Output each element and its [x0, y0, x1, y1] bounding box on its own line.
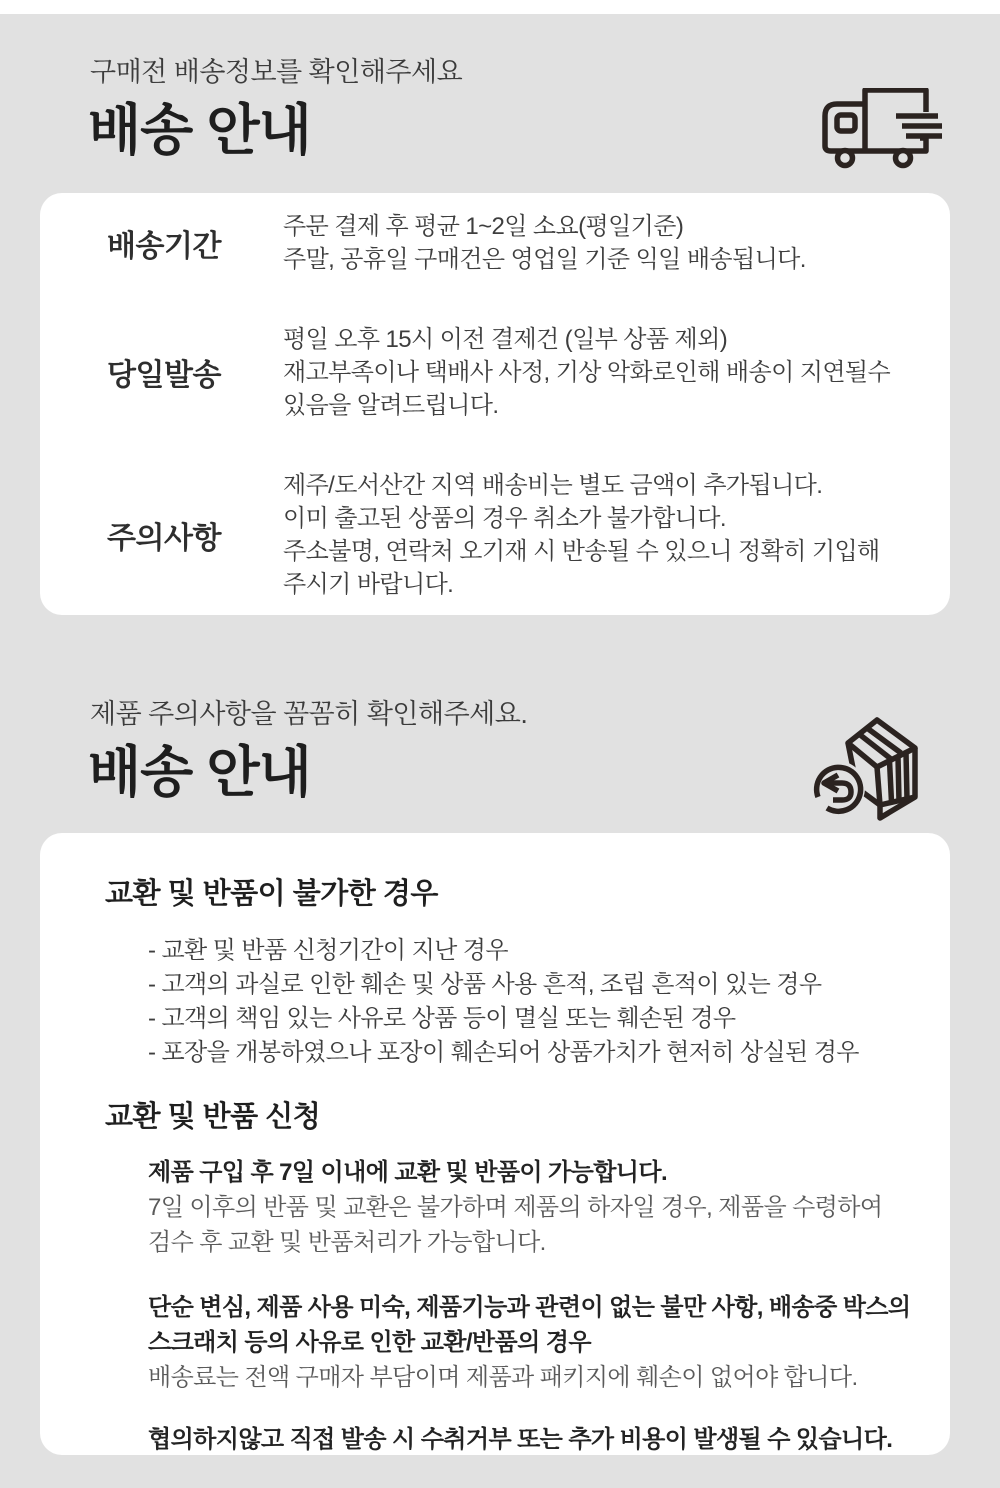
returns-cost-paragraph [148, 1290, 911, 1395]
returns-disallowed-list [148, 934, 905, 1070]
row-label: 당일발송 [107, 359, 221, 392]
row-line: 주시기 바랍니다. [283, 570, 454, 598]
paragraph-line: 배송료는 전액 구매자 부담이며 제품과 패키지에 훼손이 없어야 합니다. [148, 1364, 858, 1391]
row-line: 평일 오후 15시 이전 결제건 (일부 상품 제외) [283, 325, 728, 353]
paragraph-bold-line: 제품 구입 후 7일 이내에 교환 및 반품이 가능합니다. [148, 1159, 668, 1186]
paragraph-bold-line: 협의하지않고 직접 발송 시 수취거부 또는 추가 비용이 발생될 수 있습니다. [148, 1426, 893, 1453]
row-description [283, 210, 910, 276]
paragraph-bold-line: 단순 변심, 제품 사용 미숙, 제품기능과 관련이 없는 불만 사항, 배송중 박스의 [148, 1294, 911, 1321]
row-label: 배송기간 [107, 229, 221, 263]
package-return-icon [805, 705, 950, 835]
truck-delivery-icon [822, 88, 942, 170]
returns-warning-paragraph [148, 1422, 905, 1457]
row-line: 재고부족이나 택배사 사정, 기상 악화로인해 배송이 지연될수 [283, 358, 891, 386]
list-item: - 고객의 과실로 인한 훼손 및 상품 사용 흔적, 조립 흔적이 있는 경우 [148, 971, 822, 998]
row-line: 이미 출고된 상품의 경우 취소가 불가합니다. [283, 504, 726, 532]
list-item: - 포장을 개봉하였으나 포장이 훼손되어 상품가치가 현저히 상실된 경우 [148, 1039, 859, 1066]
returns-request-heading: 교환 및 반품 신청 [105, 1101, 321, 1133]
shipping-info-page [0, 14, 1000, 1488]
shipping-row-caution [107, 469, 910, 601]
row-label: 주의사항 [107, 521, 221, 555]
returns-disallowed-heading: 교환 및 반품이 불가한 경우 [105, 878, 438, 910]
returns-request-paragraph [148, 1155, 905, 1260]
row-description [283, 469, 910, 601]
list-item: - 교환 및 반품 신청기간이 지난 경우 [148, 937, 508, 964]
row-line: 주소불명, 연락처 오기재 시 반송될 수 있으니 정확히 기입해 [283, 537, 880, 565]
row-line: 있음을 알려드립니다. [283, 391, 499, 419]
row-line: 제주/도서산간 지역 배송비는 별도 금액이 추가됩니다. [283, 471, 823, 499]
top-white-strip [0, 0, 1000, 14]
shipping-section-subtitle: 구매전 배송정보를 확인해주세요 [90, 57, 463, 87]
paragraph-line: 7일 이후의 반품 및 교환은 불가하며 제품의 하자일 경우, 제품을 수령하여 [148, 1194, 883, 1221]
returns-section-title: 배송 안내 [88, 741, 311, 803]
row-line: 주말, 공휴일 구매건은 영업일 기준 익일 배송됩니다. [283, 245, 806, 273]
row-description [283, 323, 910, 422]
list-item: - 고객의 책임 있는 사유로 상품 등이 멸실 또는 훼손된 경우 [148, 1005, 736, 1032]
shipping-row-same-day [107, 323, 910, 422]
paragraph-line: 검수 후 교환 및 반품처리가 가능합니다. [148, 1229, 546, 1256]
shipping-row-delivery-period [107, 210, 910, 276]
row-line: 주문 결제 후 평균 1~2일 소요(평일기준) [283, 212, 684, 240]
shipping-info-card [40, 193, 950, 615]
returns-info-card [40, 833, 950, 1455]
returns-section-subtitle: 제품 주의사항을 꼼꼼히 확인해주세요. [90, 699, 528, 729]
paragraph-bold-line: 스크래치 등의 사유로 인한 교환/반품의 경우 [148, 1329, 591, 1356]
shipping-section-title: 배송 안내 [88, 99, 311, 161]
